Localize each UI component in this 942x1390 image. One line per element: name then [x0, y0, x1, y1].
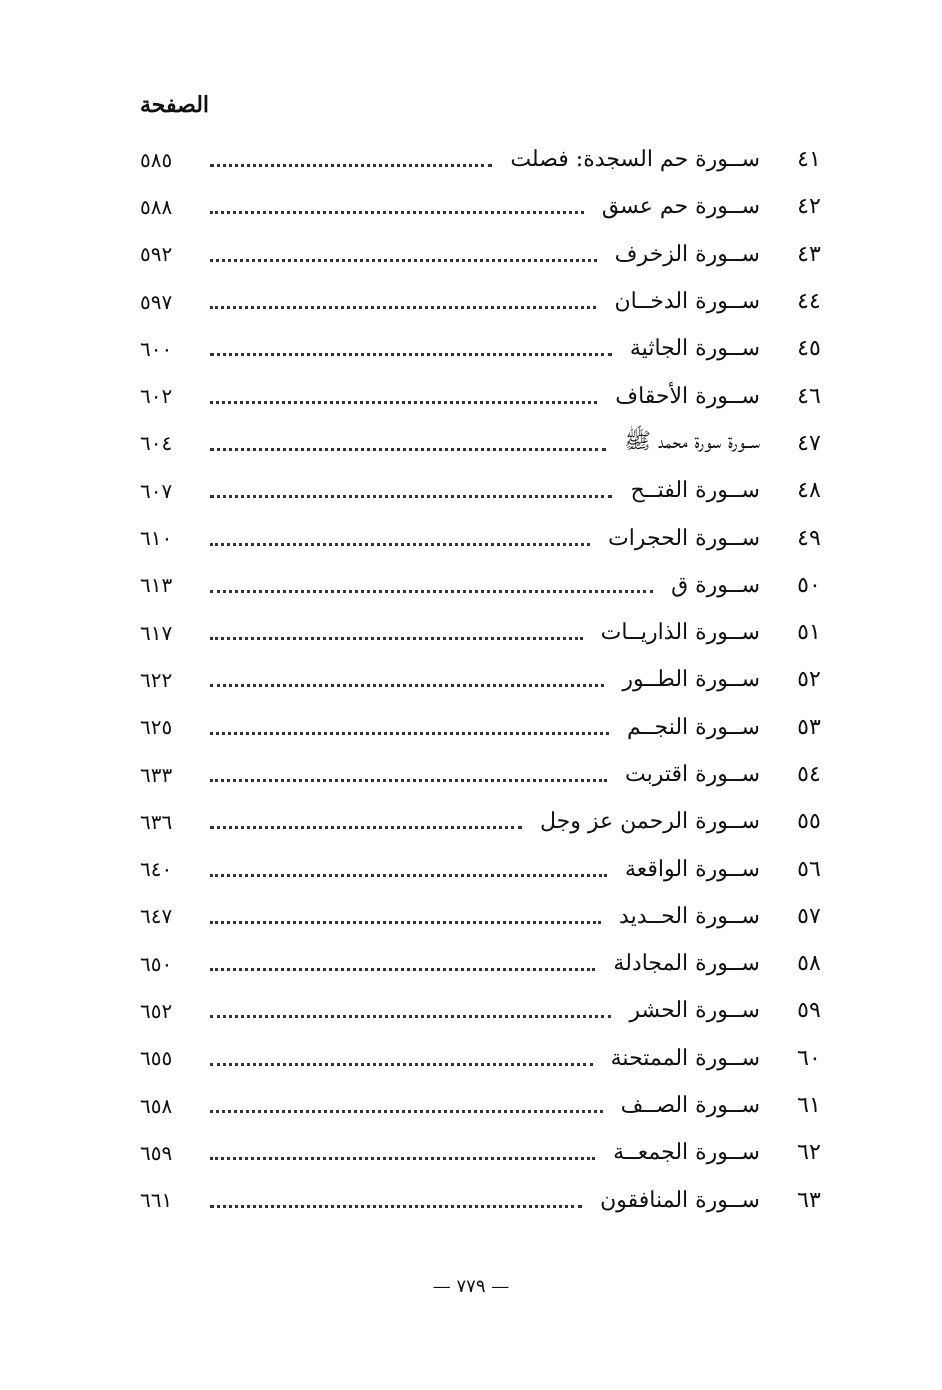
- entry-page-number: ٦١٠: [140, 526, 173, 551]
- entry-number: ٥٨: [797, 951, 821, 977]
- dot-leader: [210, 921, 601, 924]
- toc-row: [140, 1082, 840, 1129]
- entry-title: ســورة الجمعــة: [613, 1140, 760, 1166]
- dot-leader: [210, 164, 492, 167]
- entry-title: ســورة الحــديد: [619, 903, 760, 929]
- entry-page-number: ٦٥٢: [140, 998, 173, 1023]
- entry-number: ٤٩: [797, 525, 821, 551]
- dot-leader: [210, 637, 583, 640]
- entry-title: ســورة النجــم: [626, 714, 760, 740]
- entry-page-number: ٦٦١: [140, 1188, 173, 1213]
- entry-number: ٤٣: [797, 241, 821, 267]
- toc-row: [140, 656, 840, 703]
- toc-row: [140, 751, 840, 798]
- entry-title: ســورة الممتحنة: [610, 1045, 760, 1071]
- dot-leader: [210, 968, 595, 971]
- entry-title: ســورة حم عسق: [601, 194, 760, 220]
- toc-row: [140, 893, 840, 940]
- entry-number: ٤٤: [797, 289, 821, 315]
- dot-leader: [210, 259, 597, 262]
- entry-page-number: ٦٠٢: [140, 384, 173, 409]
- entry-title: ســورة الرحمن عز وجل: [540, 809, 760, 835]
- entry-number: ٥٧: [797, 903, 821, 929]
- toc-row: [140, 704, 840, 751]
- entry-title: ســورة ق: [671, 572, 760, 598]
- toc-row: [140, 325, 840, 372]
- entry-page-number: ٦١٧: [140, 620, 173, 645]
- dot-leader: [210, 590, 653, 593]
- entry-number: ٦٢: [797, 1140, 821, 1166]
- entry-page-number: ٦٥٨: [140, 1093, 173, 1118]
- dot-leader: [210, 353, 612, 356]
- entry-page-number: ٦٢٢: [140, 667, 173, 692]
- entry-page-number: ٦٠٤: [140, 431, 173, 456]
- dot-leader: [210, 448, 606, 451]
- entry-page-number: ٦٢٥: [140, 715, 173, 740]
- toc-row: [140, 420, 840, 467]
- dot-leader: [210, 1015, 611, 1018]
- entry-page-number: ٦٠٧: [140, 478, 173, 503]
- entry-number: ٤١: [797, 147, 821, 173]
- entry-title: ســورة الصــف: [620, 1093, 760, 1119]
- dot-leader: [210, 1205, 582, 1208]
- entry-title: ســورة الفتــح: [630, 478, 760, 504]
- entry-page-number: ٦٥٠: [140, 951, 173, 976]
- dot-leader: [210, 732, 609, 735]
- entry-title: ســورة الدخــان: [614, 289, 760, 315]
- entry-title: ســورة الجاثية: [629, 336, 760, 362]
- entry-title: ســورة الواقعة: [624, 856, 760, 882]
- entry-title: ســورة الطــور: [622, 667, 760, 693]
- entry-page-number: ٦٥٩: [140, 1140, 173, 1165]
- toc-row: [140, 1035, 840, 1082]
- dot-leader: [210, 495, 612, 498]
- entry-page-number: ٥٨٨: [140, 194, 173, 219]
- entry-number: ٤٢: [797, 194, 821, 220]
- entry-title: ســورة الحجرات: [607, 525, 760, 551]
- toc-row: [140, 940, 840, 987]
- entry-number: ٥٣: [797, 714, 821, 740]
- entry-page-number: ٦٤٧: [140, 904, 173, 929]
- entry-page-number: ٦٤٠: [140, 857, 173, 882]
- toc-row: [140, 1177, 840, 1224]
- toc-row: [140, 467, 840, 514]
- entry-title: ســورة الذاريــات: [600, 620, 760, 646]
- entry-number: ٥٥: [797, 809, 821, 835]
- page-column-header: الصفحة: [140, 92, 210, 118]
- entry-title: ســورة الحشر: [629, 998, 760, 1024]
- entry-number: ٤٥: [797, 336, 821, 362]
- entry-title: ســورة اقتربت: [625, 762, 760, 787]
- toc-row: [140, 798, 840, 845]
- dot-leader: [210, 1063, 593, 1066]
- entry-number: ٦٠: [797, 1045, 821, 1071]
- table-of-contents: [140, 136, 840, 1224]
- dot-leader: [210, 306, 596, 309]
- entry-page-number: ٦٣٣: [140, 762, 173, 787]
- entry-number: ٥١: [797, 620, 821, 646]
- entry-page-number: ٥٩٢: [140, 242, 173, 267]
- entry-page-number: ٦١٣: [140, 573, 173, 598]
- entry-number: ٤٨: [797, 478, 821, 504]
- toc-row: [140, 845, 840, 892]
- dot-leader: [210, 1157, 595, 1160]
- entry-number: ٦١: [797, 1093, 821, 1119]
- entry-number: ٥٦: [797, 856, 821, 882]
- entry-number: ٦٣: [797, 1187, 821, 1213]
- toc-row: [140, 609, 840, 656]
- dot-leader: [210, 543, 590, 546]
- entry-page-number: ٦٠٠: [140, 336, 173, 361]
- dot-leader: [210, 779, 607, 782]
- entry-title: ســورة سورة محمد ﷺ: [624, 429, 760, 455]
- toc-row: [140, 136, 840, 183]
- toc-row: [140, 372, 840, 419]
- toc-row: [140, 987, 840, 1034]
- entry-title: ســورة المنافقون: [600, 1187, 760, 1213]
- toc-row: [140, 514, 840, 561]
- entry-number: ٥٤: [797, 762, 821, 787]
- dot-leader: [210, 401, 597, 404]
- entry-number: ٥٩: [797, 998, 821, 1024]
- entry-title: ســورة الزخرف: [614, 241, 760, 267]
- dot-leader: [210, 1110, 603, 1113]
- entry-number: ٤٧: [797, 430, 821, 456]
- toc-row: [140, 278, 840, 325]
- toc-row: [140, 183, 840, 230]
- dot-leader: [210, 826, 522, 829]
- toc-row: [140, 1129, 840, 1176]
- dot-leader: [210, 874, 607, 877]
- entry-title: ســورة الأحقاف: [615, 383, 760, 409]
- entry-page-number: ٥٨٥: [140, 147, 173, 172]
- dot-leader: [210, 211, 584, 214]
- entry-page-number: ٥٩٧: [140, 289, 173, 314]
- toc-row: [140, 562, 840, 609]
- page-number-footer: — ٧٧٩ —: [432, 1276, 510, 1297]
- entry-number: ٥٢: [797, 667, 821, 693]
- entry-number: ٤٦: [797, 383, 821, 409]
- entry-title: ســورة المجادلة: [613, 951, 760, 977]
- dot-leader: [210, 684, 604, 687]
- entry-page-number: ٦٥٥: [140, 1046, 173, 1071]
- toc-row: [140, 231, 840, 278]
- entry-number: ٥٠: [797, 572, 821, 598]
- entry-page-number: ٦٣٦: [140, 809, 173, 834]
- entry-title: ســورة حم السجدة: فصلت: [510, 147, 760, 173]
